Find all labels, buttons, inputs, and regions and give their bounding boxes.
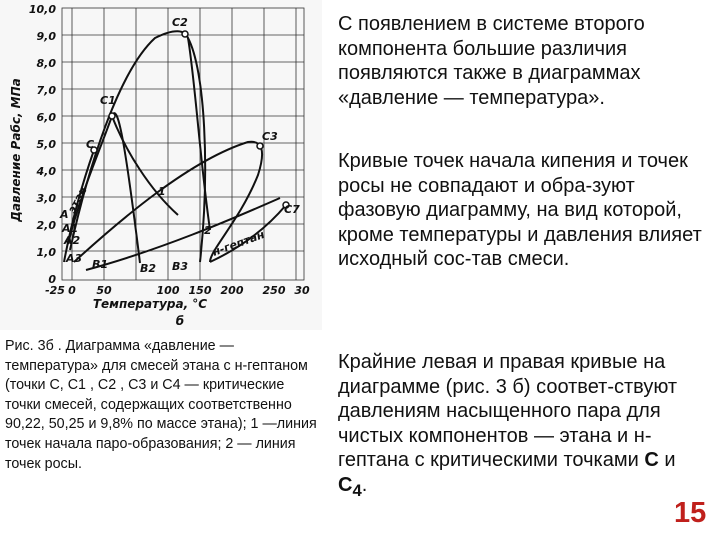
- y-tick: 8,0: [36, 57, 56, 70]
- label-c: C: [86, 138, 95, 151]
- paragraph-extremes: [338, 350, 710, 504]
- y-tick: 7,0: [36, 84, 56, 97]
- x-tick: 200: [220, 284, 244, 297]
- x-tick: -25: [45, 284, 65, 297]
- label-ethane: этан: [65, 184, 90, 216]
- paragraph-intro: С появлением в системе второго компонента большие различия появляются также в диаграммах «давление — температура».: [338, 13, 645, 109]
- paragraph-extremes-text: Крайние левая и правая кривые на диаграмме (рис. 3 б) соответ-ствуют давлениям насыщенного пара для чистых компонентов — этана и н-гептана с критическими точками: [338, 351, 678, 472]
- y-axis-title: Давление Рабс, МПа: [9, 78, 23, 222]
- line-2: [188, 38, 210, 230]
- x-tick: 30: [294, 284, 310, 297]
- label-a3: A3: [66, 252, 83, 265]
- y-tick: 1,0: [36, 246, 56, 259]
- y-tick: 10,0: [28, 3, 56, 16]
- x-tick: 250: [262, 284, 286, 297]
- conjunction: и: [658, 449, 676, 472]
- label-line-1: 1: [158, 185, 166, 198]
- point-c2: [182, 31, 188, 37]
- y-tick: 6,0: [36, 111, 56, 124]
- x-tick: 100: [156, 284, 180, 297]
- y-tick: 4,0: [36, 165, 56, 178]
- label-line-2: 2: [204, 224, 212, 237]
- label-a: A: [60, 208, 69, 221]
- label-heptane: н-гептан: [210, 228, 267, 259]
- x-tick-labels: [45, 284, 310, 297]
- label-c4: C7: [284, 203, 300, 216]
- point-c3: [257, 143, 263, 149]
- label-b2: B2: [140, 262, 157, 275]
- x-axis-title: Температура, °С: [92, 297, 208, 311]
- y-tick: 0: [48, 273, 56, 286]
- sentence-end: .: [361, 473, 368, 496]
- point-c-label: С: [644, 449, 659, 472]
- label-a1: A1: [62, 222, 79, 235]
- label-c1: C1: [100, 94, 116, 107]
- point-c4-letter: С: [338, 473, 353, 496]
- point-c4-subscript: 4: [352, 480, 362, 500]
- label-a2: A2: [64, 234, 81, 247]
- phase-diagram-svg: [0, 0, 322, 330]
- label-c2: C2: [172, 16, 188, 29]
- y-tick: 9,0: [36, 30, 56, 43]
- paragraph-curves: Кривые точек начала кипения и точек росы не совпадают и обра-зуют фазовую диаграмму, на вид которой, кроме температуры и давления влияет исходный сос-тав смеси.: [338, 150, 702, 271]
- y-tick: 2,0: [36, 219, 56, 232]
- label-b3: B3: [172, 260, 189, 273]
- y-tick: 3,0: [36, 192, 56, 205]
- figure-caption: Рис. 3б . Диаграмма «давление — температура» для смесей этана с н-гептаном (точки С, С1 , С2 , С3 и С4 — критические точки смесей, содержащих соответственно 90,22, 50,25 и 9,8% по массе этана); 1 —линия точек начала паро-образования; 2 — линия точек росы.: [5, 338, 317, 472]
- x-tick: 0: [68, 284, 76, 297]
- page-number: 15: [674, 497, 707, 529]
- x-tick: 50: [96, 284, 112, 297]
- label-c3: C3: [262, 130, 278, 143]
- label-b1: B1: [92, 258, 109, 271]
- figure-letter: б: [175, 314, 185, 328]
- point-c1: [109, 113, 115, 119]
- phase-diagram: [0, 0, 322, 330]
- y-tick-labels: [29, 3, 56, 286]
- point-c4-label: [338, 473, 362, 500]
- y-tick: 5,0: [36, 138, 56, 151]
- x-tick: 150: [188, 284, 212, 297]
